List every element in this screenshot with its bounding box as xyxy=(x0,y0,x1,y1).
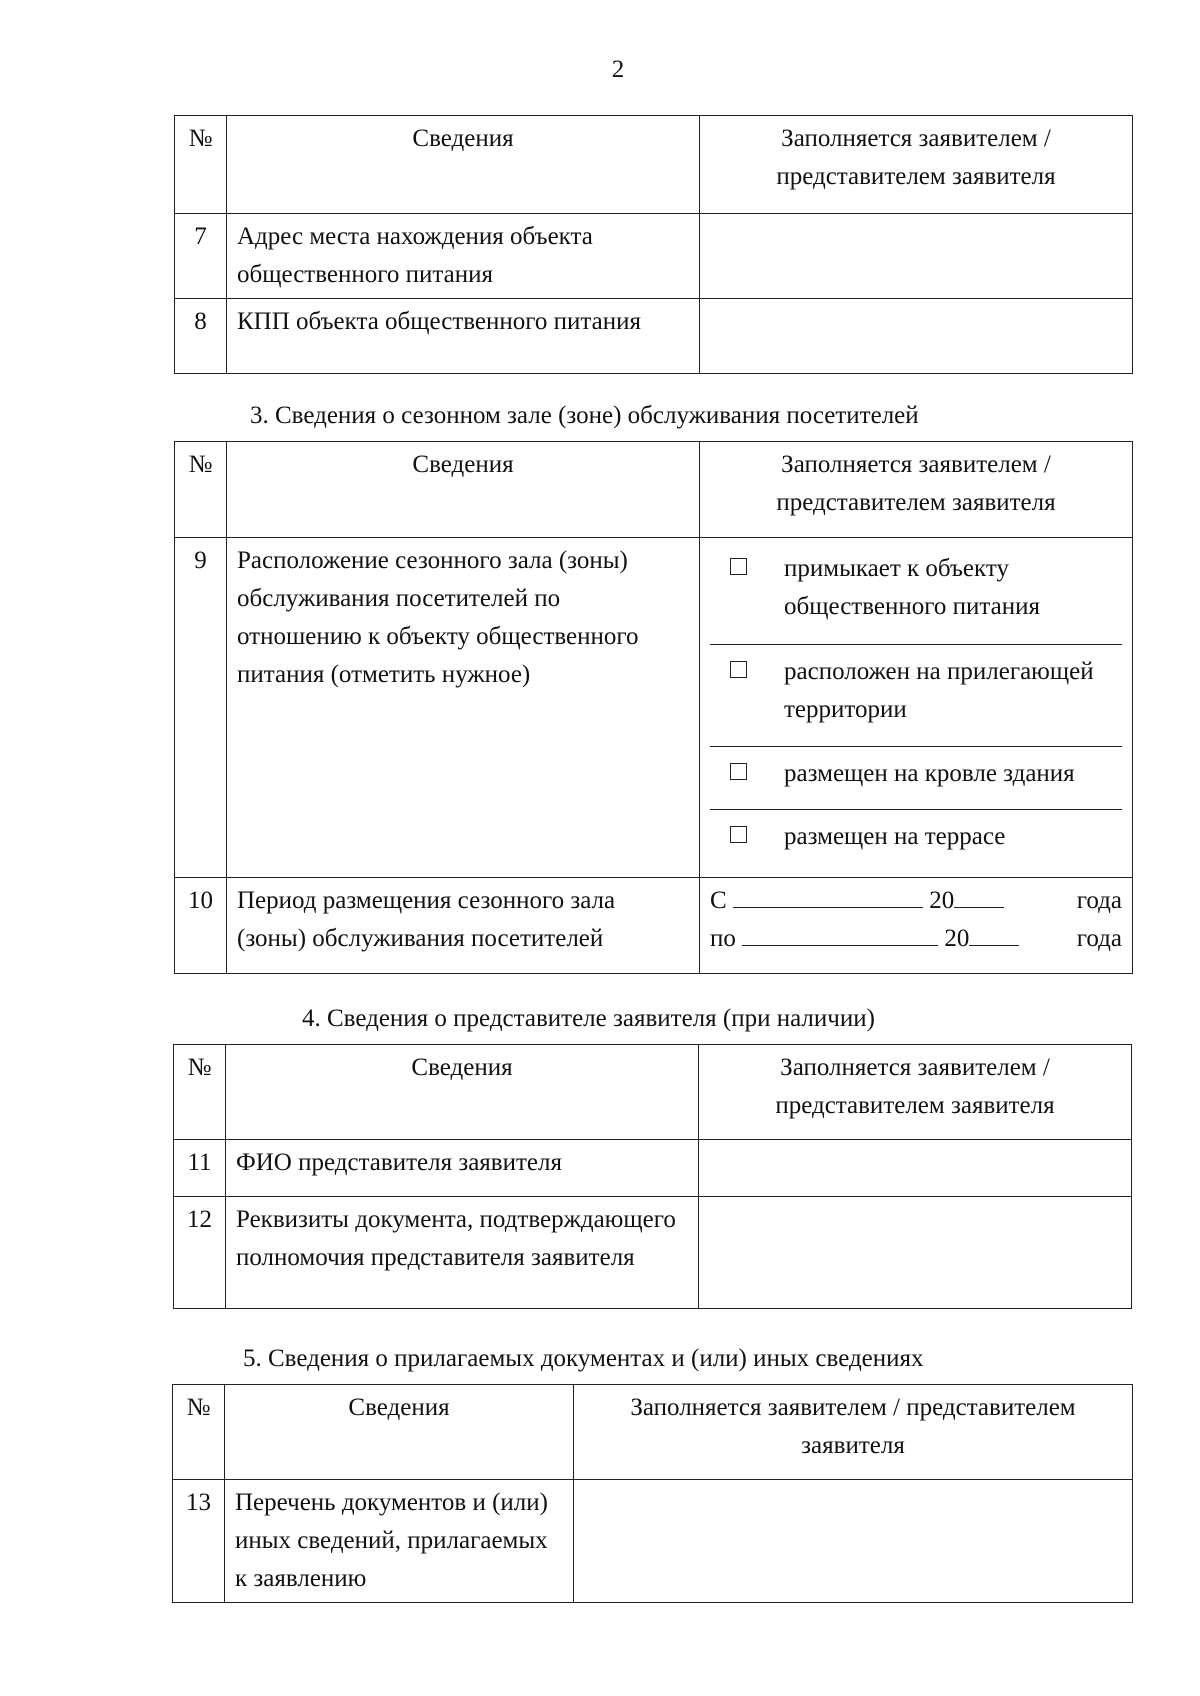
row-label: ФИО представителя заявителя xyxy=(226,1140,699,1197)
year-suffix: года xyxy=(1076,925,1122,952)
from-prefix: С xyxy=(710,887,727,914)
address-field[interactable] xyxy=(700,214,1133,299)
header-num: № xyxy=(175,116,227,214)
row-number: 12 xyxy=(174,1197,226,1309)
table-header-row xyxy=(175,442,1133,538)
seasonal-hall-table xyxy=(174,441,1133,974)
table-row xyxy=(174,1197,1132,1309)
header-num: № xyxy=(174,1045,226,1140)
row-label: Период размещения сезонного зала (зоны) обслуживания посетителей xyxy=(227,878,700,974)
checkbox-icon[interactable] xyxy=(730,661,747,678)
period-from xyxy=(710,882,1122,920)
from-date-input[interactable] xyxy=(733,883,923,908)
header-fill: Заполняется заявителем / представителем заявителя xyxy=(699,1045,1132,1140)
table-row xyxy=(174,1140,1132,1197)
location-options xyxy=(700,538,1133,878)
year-prefix: 20 xyxy=(944,925,970,952)
authority-document-field[interactable] xyxy=(699,1197,1132,1309)
year-suffix: года xyxy=(1076,887,1122,914)
section-3-title: 3. Сведения о сезонном зале (зоне) обслуживания посетителей xyxy=(250,402,919,429)
row-number: 9 xyxy=(175,538,227,878)
option-roof[interactable] xyxy=(710,747,1122,801)
row-label: Адрес места нахождения объекта общественного питания xyxy=(227,214,700,299)
header-num: № xyxy=(173,1385,225,1480)
table-header-row xyxy=(175,116,1133,214)
option-terrace[interactable] xyxy=(710,810,1122,864)
table-row xyxy=(173,1480,1133,1603)
year-prefix: 20 xyxy=(929,887,955,914)
option-adjacent[interactable] xyxy=(710,542,1122,634)
row-number: 8 xyxy=(175,299,227,374)
period-to xyxy=(710,920,1122,958)
header-info: Сведения xyxy=(227,442,700,538)
row-label: КПП объекта общественного питания xyxy=(227,299,700,374)
header-fill: Заполняется заявителем / представителем заявителя xyxy=(574,1385,1133,1480)
to-date-input[interactable] xyxy=(742,921,938,946)
option-label: размещен на террасе xyxy=(784,822,1006,850)
header-fill: Заполняется заявителем / представителем заявителя xyxy=(700,116,1133,214)
header-info: Сведения xyxy=(227,116,700,214)
table-row xyxy=(175,538,1133,878)
period-field xyxy=(700,878,1133,974)
representative-name-field[interactable] xyxy=(699,1140,1132,1197)
table-row xyxy=(175,878,1133,974)
row-label: Расположение сезонного зала (зоны) обслуживания посетителей по отношению к объекту общественного питания (отметить нужное) xyxy=(227,538,700,878)
kpp-field[interactable] xyxy=(700,299,1133,374)
table-header-row xyxy=(174,1045,1132,1140)
row-number: 7 xyxy=(175,214,227,299)
option-label: размещен на кровле здания xyxy=(784,759,1075,787)
header-fill: Заполняется заявителем / представителем заявителя xyxy=(700,442,1133,538)
attachments-field[interactable] xyxy=(574,1480,1133,1603)
row-number: 13 xyxy=(173,1480,225,1603)
header-num: № xyxy=(175,442,227,538)
table-row xyxy=(175,299,1133,374)
option-label: примыкает к объекту общественного питания xyxy=(784,555,1040,620)
table-header-row xyxy=(173,1385,1133,1480)
to-year-input[interactable] xyxy=(969,921,1019,946)
object-info-table xyxy=(174,115,1133,374)
row-label: Перечень документов и (или) иных сведений, прилагаемых к заявлению xyxy=(225,1480,574,1603)
to-prefix: по xyxy=(710,925,736,952)
attachments-table xyxy=(172,1384,1133,1603)
row-label: Реквизиты документа, подтверждающего полномочия представителя заявителя xyxy=(226,1197,699,1309)
representative-table xyxy=(173,1044,1132,1309)
row-number: 10 xyxy=(175,878,227,974)
option-label: расположен на прилегающей территории xyxy=(784,657,1094,723)
row-number: 11 xyxy=(174,1140,226,1197)
section-4-title: 4. Сведения о представителе заявителя (при наличии) xyxy=(302,1005,875,1032)
from-year-input[interactable] xyxy=(954,883,1004,908)
checkbox-icon[interactable] xyxy=(730,558,747,575)
option-adjacent-territory[interactable] xyxy=(710,645,1122,737)
checkbox-icon[interactable] xyxy=(730,826,747,843)
header-info: Сведения xyxy=(226,1045,699,1140)
table-row xyxy=(175,214,1133,299)
header-info: Сведения xyxy=(225,1385,574,1480)
checkbox-icon[interactable] xyxy=(730,763,747,780)
section-5-title: 5. Сведения о прилагаемых документах и (или) иных сведениях xyxy=(243,1345,924,1372)
page-number: 2 xyxy=(611,56,625,83)
